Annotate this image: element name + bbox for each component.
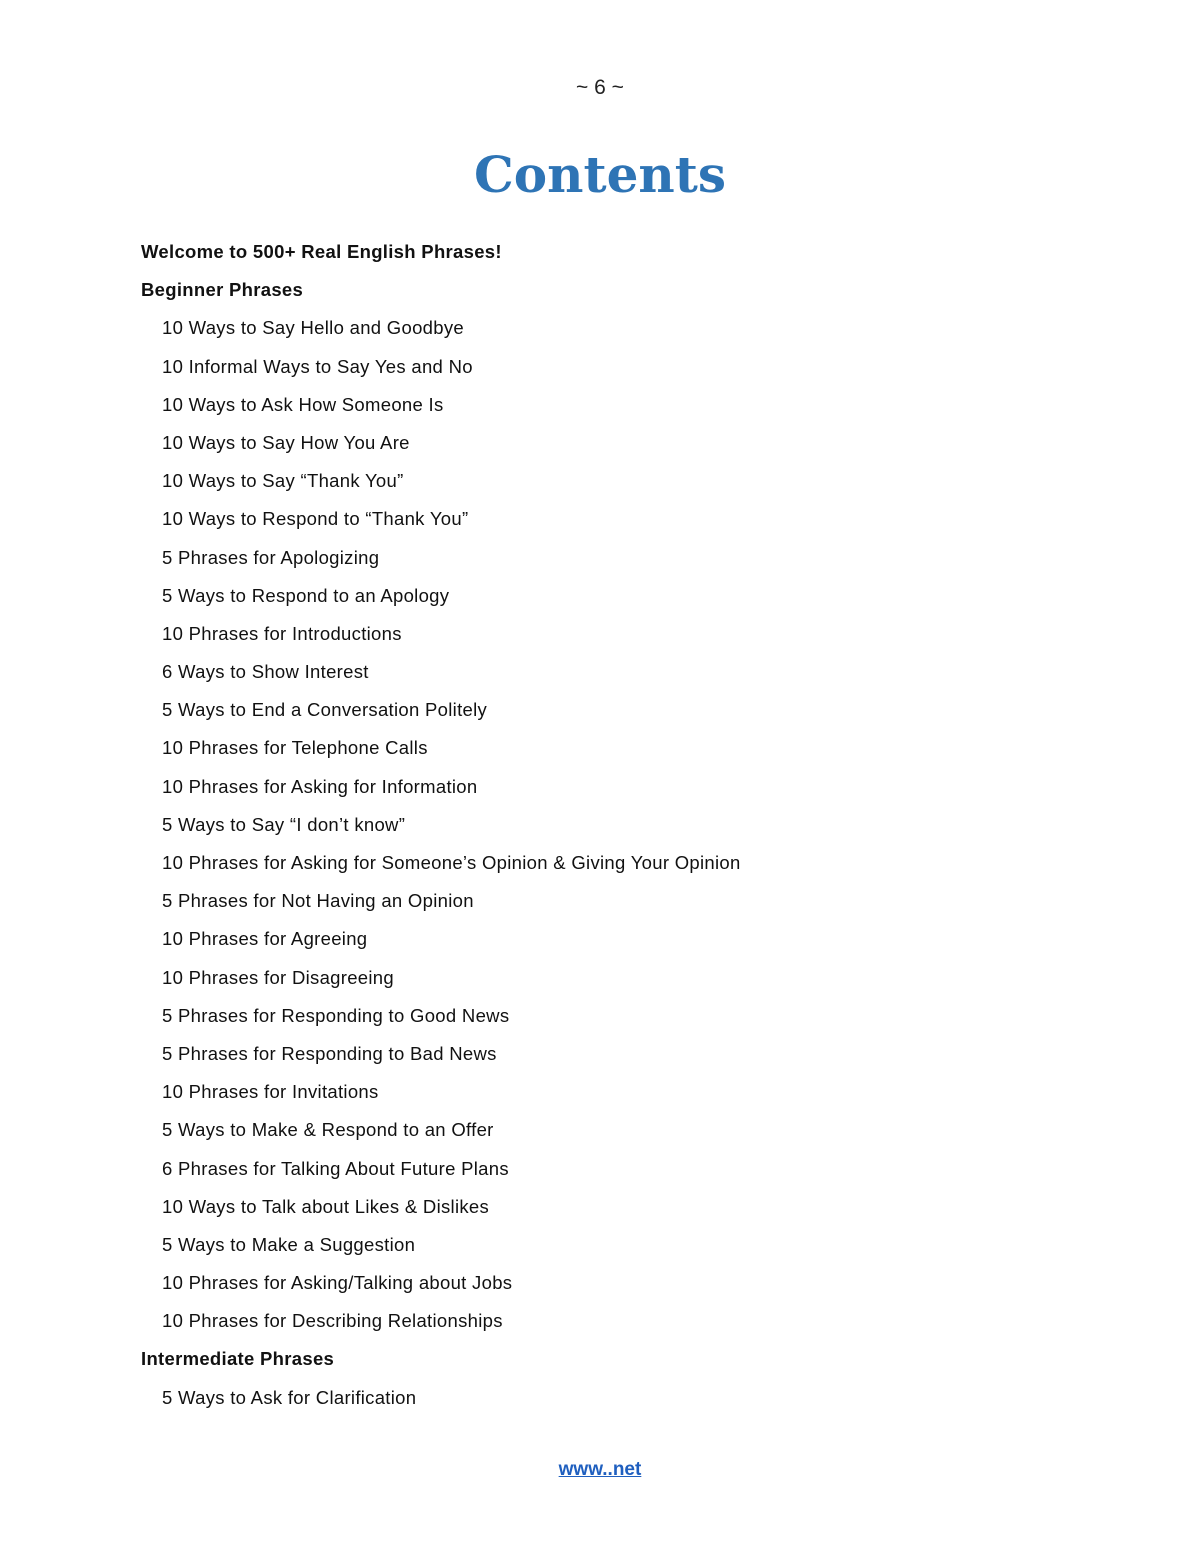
toc-entry[interactable]: 5 Ways to End a Conversation Politely (162, 699, 488, 721)
page-title: Contents (473, 145, 726, 204)
toc-entry[interactable]: 5 Phrases for Apologizing (162, 546, 380, 568)
toc-entry[interactable]: 10 Phrases for Asking/Talking about Jobs (162, 1272, 513, 1294)
toc-entry[interactable]: 10 Ways to Say “Thank You” (162, 470, 404, 492)
toc-entry[interactable]: 10 Phrases for Agreeing (162, 928, 368, 950)
toc-entry[interactable]: 5 Ways to Make & Respond to an Offer (162, 1119, 494, 1141)
toc-entry[interactable]: 10 Phrases for Describing Relationships (162, 1310, 503, 1332)
toc-entry[interactable]: 10 Phrases for Introductions (162, 622, 402, 644)
toc-entry[interactable]: 6 Ways to Show Interest (162, 661, 369, 683)
toc-entry[interactable]: 10 Phrases for Invitations (162, 1081, 379, 1103)
toc-entry[interactable]: 10 Ways to Say Hello and Goodbye (162, 317, 464, 339)
toc-entry[interactable]: 5 Ways to Say “I don’t know” (162, 813, 406, 835)
toc-section-heading[interactable]: Intermediate Phrases (141, 1348, 335, 1370)
toc-section-heading[interactable]: Beginner Phrases (141, 279, 304, 301)
toc-entry[interactable]: 5 Ways to Respond to an Apology (162, 584, 450, 606)
toc-entry[interactable]: 5 Ways to Make a Suggestion (162, 1233, 416, 1255)
toc-entry[interactable]: 10 Ways to Respond to “Thank You” (162, 508, 469, 530)
page-number: ~ 6 ~ (576, 76, 624, 99)
toc-entry[interactable]: 6 Phrases for Talking About Future Plans (162, 1157, 509, 1179)
toc-entry[interactable]: 10 Ways to Talk about Likes & Dislikes (162, 1195, 490, 1217)
toc-entry[interactable]: 5 Phrases for Responding to Good News (162, 1004, 510, 1026)
footer-link[interactable]: www..net (558, 1459, 642, 1480)
toc-entry[interactable]: 10 Phrases for Disagreeing (162, 966, 394, 988)
table-of-contents (141, 233, 1081, 1417)
footer (0, 1456, 1200, 1484)
toc-entry[interactable]: 5 Ways to Ask for Clarification (162, 1386, 417, 1408)
toc-entry[interactable]: 10 Ways to Say How You Are (162, 431, 410, 453)
toc-entry[interactable]: 5 Phrases for Not Having an Opinion (162, 890, 474, 912)
toc-entry[interactable]: 5 Phrases for Responding to Bad News (162, 1042, 497, 1064)
toc-section-heading[interactable]: Welcome to 500+ Real English Phrases! (141, 241, 502, 262)
toc-entry[interactable]: 10 Phrases for Asking for Information (162, 775, 478, 797)
toc-entry[interactable]: 10 Informal Ways to Say Yes and No (162, 355, 473, 377)
toc-entry[interactable]: 10 Phrases for Asking for Someone’s Opinion & Giving Your Opinion (162, 852, 741, 873)
toc-entry[interactable]: 10 Phrases for Telephone Calls (162, 737, 428, 759)
toc-entry[interactable]: 10 Ways to Ask How Someone Is (162, 393, 444, 415)
